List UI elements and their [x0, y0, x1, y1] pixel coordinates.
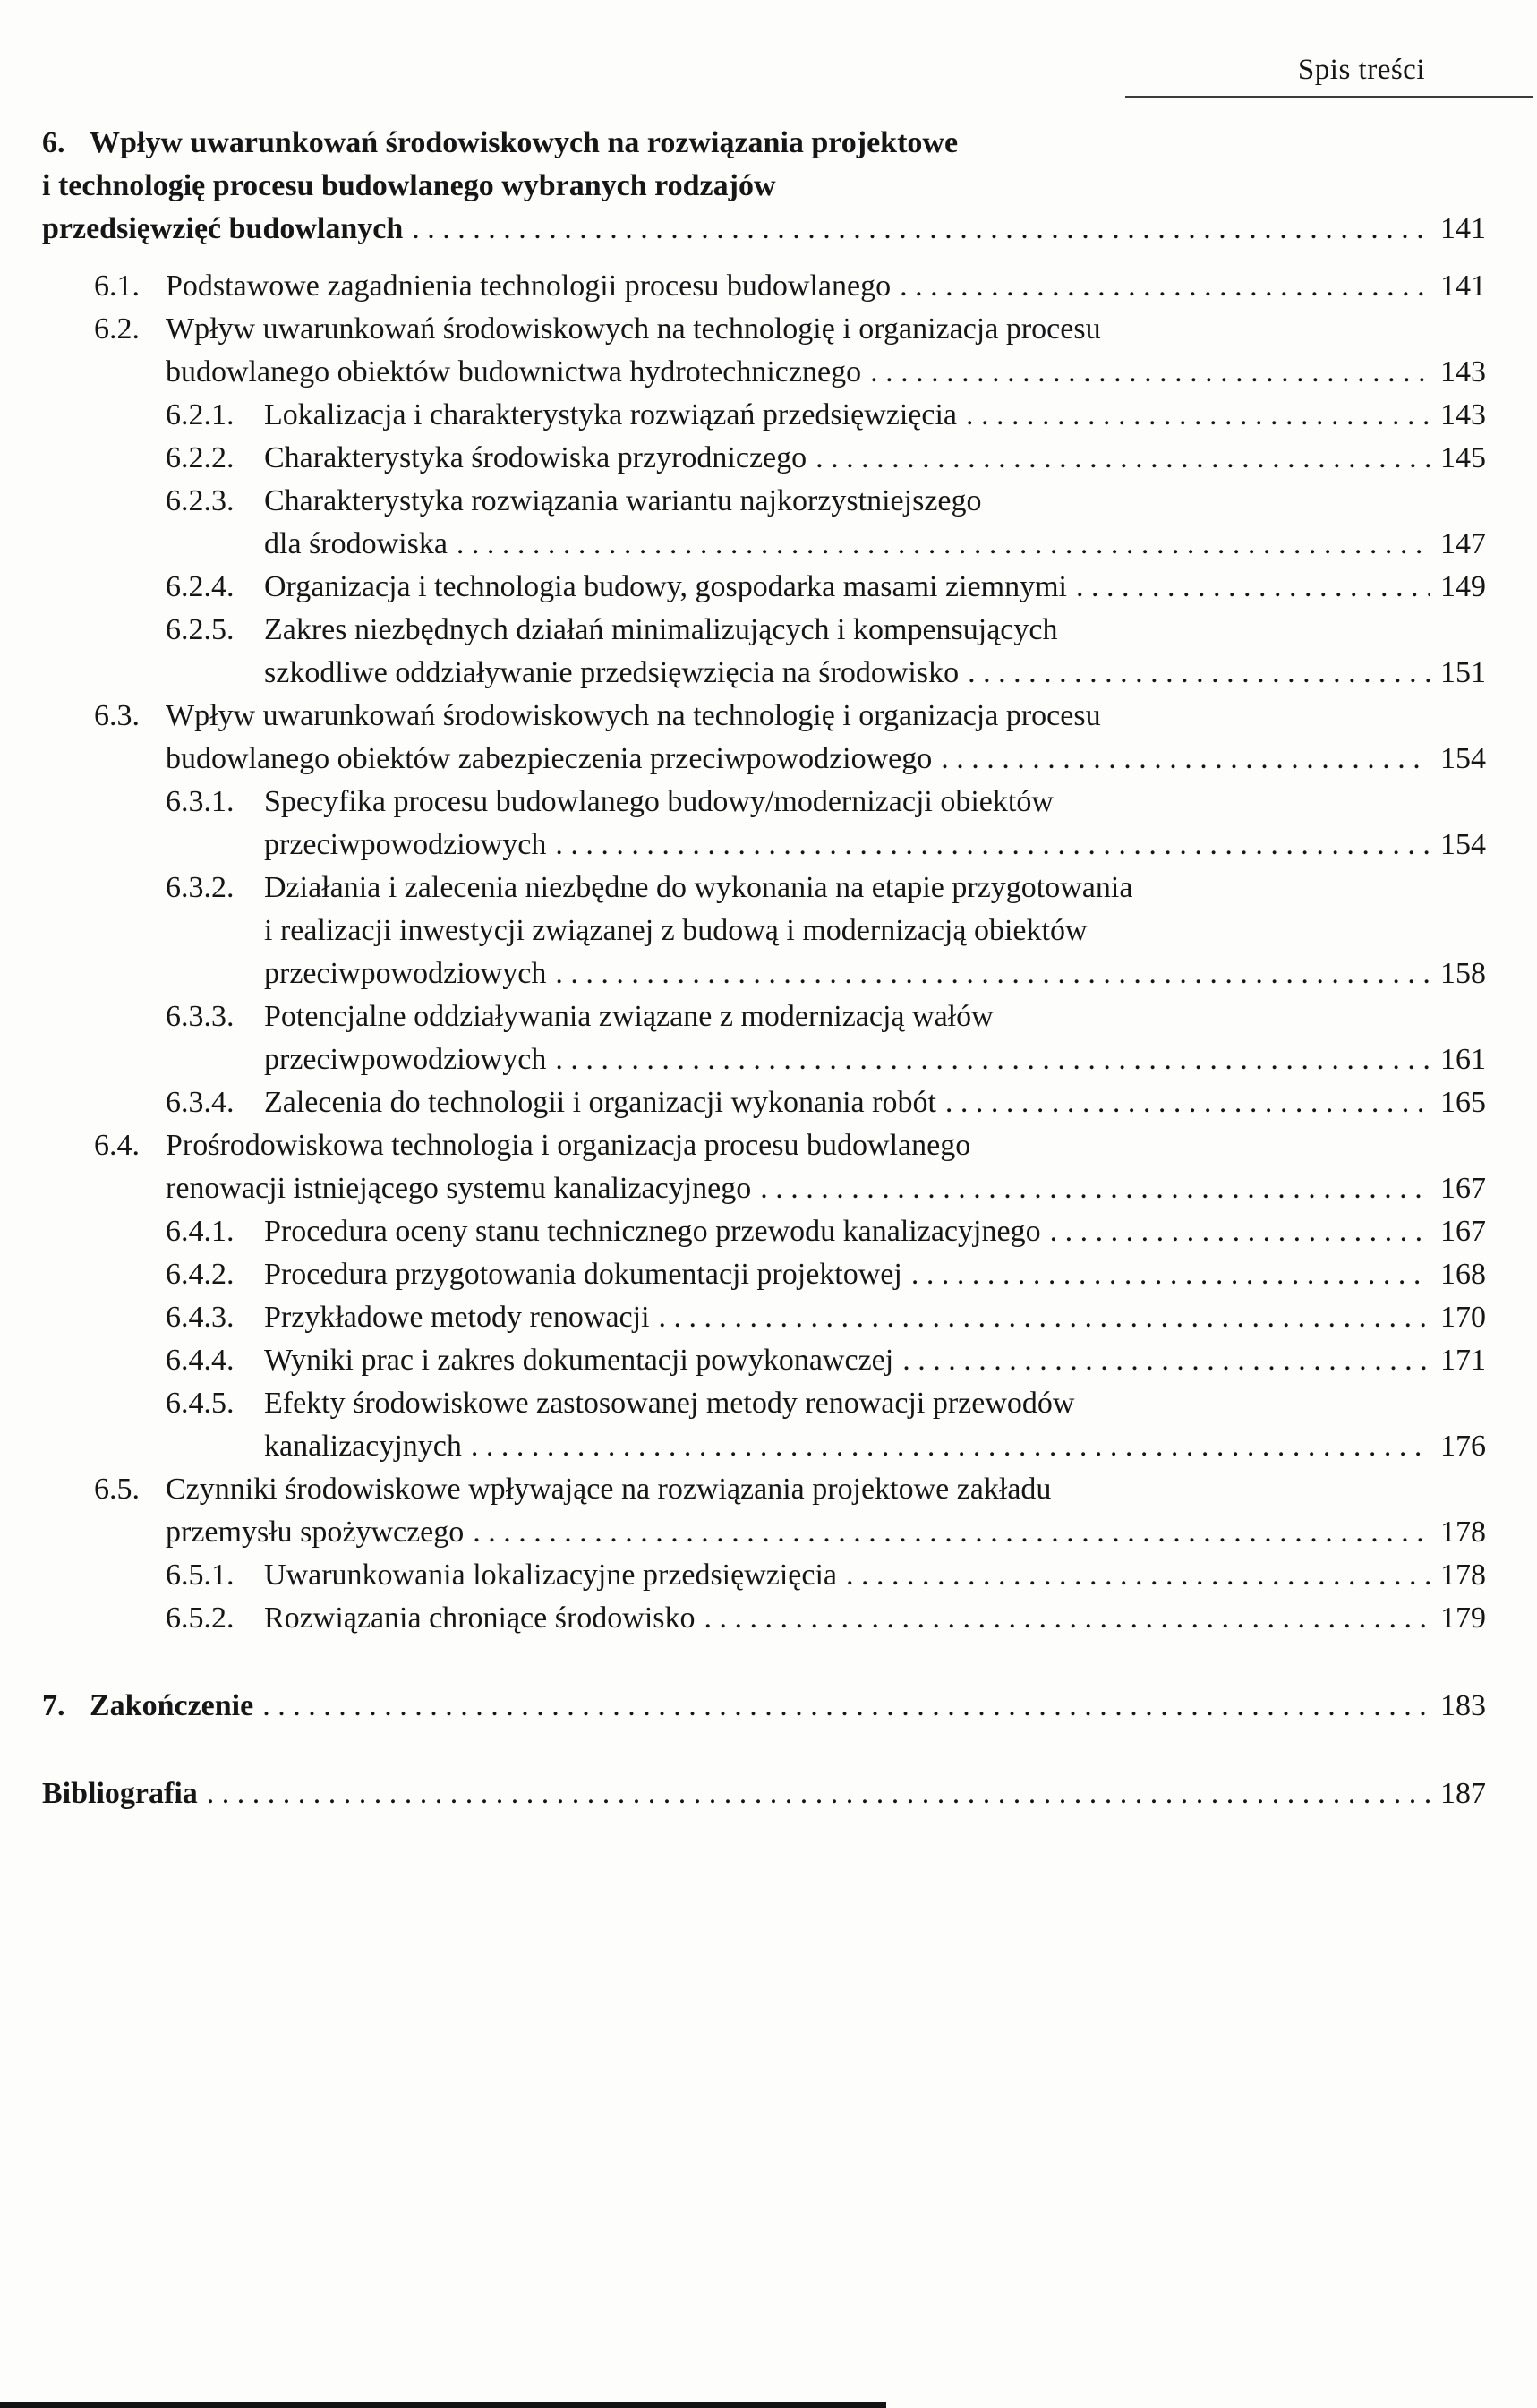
page-number: 167	[1440, 1172, 1486, 1205]
scan-edge-artifact	[0, 2402, 886, 2408]
toc-entry	[42, 867, 1486, 995]
toc-line	[166, 1296, 1486, 1339]
entry-title: renowacji istniejącego systemu kanalizacyjnego	[166, 1172, 752, 1205]
toc-entry	[42, 695, 1486, 781]
dot-leader	[207, 1772, 1430, 1815]
page-number: 158	[1440, 957, 1486, 990]
dot-leader	[945, 1081, 1430, 1124]
entry-title: Prośrodowiskowa technologia i organizacja procesu budowlanego	[166, 1129, 971, 1162]
toc-line	[166, 867, 1486, 909]
toc-line	[94, 1511, 1486, 1554]
toc-entry	[42, 1124, 1486, 1210]
page-number: 143	[1440, 398, 1486, 431]
entry-title: Podstawowe zagadnienia technologii procesu budowlanego	[166, 269, 892, 303]
page-number: 151	[1440, 656, 1486, 689]
entry-number: 6.3.3.	[166, 1000, 235, 1033]
page-number: 178	[1440, 1516, 1486, 1549]
toc-line	[166, 824, 1486, 867]
entry-title: przeciwpowodziowych	[264, 957, 547, 990]
page-number: 178	[1440, 1558, 1486, 1592]
toc-entry	[42, 1339, 1486, 1382]
entry-title: Efekty środowiskowe zastosowanej metody renowacji przewodów	[264, 1387, 1075, 1420]
entry-number: 6.3.	[94, 699, 140, 732]
page-number: 147	[1440, 527, 1486, 560]
toc-line	[94, 1468, 1486, 1511]
entry-title: dla środowiska	[264, 527, 448, 560]
toc-entry	[42, 781, 1486, 867]
toc-line	[42, 165, 1486, 208]
page-number: 170	[1440, 1301, 1486, 1334]
toc-line	[166, 1253, 1486, 1296]
dot-leader	[555, 952, 1430, 995]
toc-entry	[42, 1772, 1486, 1815]
entry-number: 6.2.5.	[166, 613, 235, 646]
dot-leader	[966, 394, 1430, 437]
page-number: 176	[1440, 1430, 1486, 1463]
dot-leader	[846, 1554, 1430, 1597]
entry-number: 6.3.4.	[166, 1086, 235, 1119]
entry-number: 6.4.1.	[166, 1215, 235, 1248]
dot-leader	[457, 523, 1430, 566]
toc-line	[94, 738, 1486, 781]
page-number: 171	[1440, 1344, 1486, 1377]
entry-number: 6.3.2.	[166, 871, 235, 904]
toc-entry	[42, 394, 1486, 437]
toc-line	[94, 308, 1486, 351]
entry-title: budowlanego obiektów budownictwa hydrotechnicznego	[166, 355, 862, 389]
entry-title: Uwarunkowania lokalizacyjne przedsięwzięcia	[264, 1558, 838, 1592]
toc-line	[166, 1210, 1486, 1253]
dot-leader	[760, 1167, 1430, 1210]
dot-leader	[262, 1685, 1430, 1728]
toc-line	[166, 394, 1486, 437]
toc-line	[94, 351, 1486, 394]
entry-title: Procedura oceny stanu technicznego przewodu kanalizacyjnego	[264, 1215, 1041, 1248]
entry-number: 6.2.	[94, 312, 140, 346]
toc-entry	[42, 265, 1486, 308]
entry-number: 6.2.2.	[166, 441, 235, 474]
entry-title: Wyniki prac i zakres dokumentacji powykonawczej	[264, 1344, 894, 1377]
toc-entry	[42, 1210, 1486, 1253]
dot-leader	[555, 1038, 1430, 1081]
page-number: 187	[1440, 1777, 1486, 1810]
toc-line	[166, 1038, 1486, 1081]
entry-number: 6.2.3.	[166, 484, 235, 517]
page-number: 141	[1440, 269, 1486, 303]
toc-entry	[42, 1296, 1486, 1339]
entry-title: Wpływ uwarunkowań środowiskowych na technologię i organizacja procesu	[166, 312, 1101, 346]
entry-number: 6.2.4.	[166, 570, 235, 603]
entry-title: przedsięwzięć budowlanych	[42, 212, 404, 245]
entry-title: Organizacja i technologia budowy, gospodarka masami ziemnymi	[264, 570, 1067, 603]
entry-title: Rozwiązania chroniące środowisko	[264, 1601, 696, 1635]
entry-title: Przykładowe metody renowacji	[264, 1301, 650, 1334]
entry-title: Wpływ uwarunkowań środowiskowych na rozwiązania projektowe	[90, 126, 959, 159]
entry-number: 6.1.	[94, 269, 140, 303]
entry-title: kanalizacyjnych	[264, 1430, 462, 1463]
entry-title: Zakres niezbędnych działań minimalizujących i kompensujących	[264, 613, 1058, 646]
entry-title: Bibliografia	[42, 1777, 198, 1810]
entry-title: Zalecenia do technologii i organizacji wykonania robót	[264, 1086, 936, 1119]
entry-number: 6.4.3.	[166, 1301, 235, 1334]
entry-title: Potencjalne oddziaływania związane z modernizacją wałów	[264, 1000, 994, 1033]
entry-number: 6.5.	[94, 1473, 140, 1506]
toc-entry	[42, 609, 1486, 695]
entry-number: 6.4.	[94, 1129, 140, 1162]
page-header-title: Spis treści	[1297, 54, 1425, 86]
toc-line	[42, 1772, 1486, 1815]
toc-line	[166, 1339, 1486, 1382]
toc-entry	[42, 1382, 1486, 1468]
page-number: 179	[1440, 1601, 1486, 1635]
entry-number: 7.	[42, 1689, 65, 1722]
toc-line	[166, 1382, 1486, 1425]
toc-entry	[42, 995, 1486, 1081]
dot-leader	[471, 1425, 1430, 1468]
toc-list	[42, 122, 1486, 1815]
dot-leader	[911, 1253, 1430, 1296]
toc-entry	[42, 1468, 1486, 1554]
entry-title: Lokalizacja i charakterystyka rozwiązań przedsięwzięcia	[264, 398, 957, 431]
entry-number: 6.5.1.	[166, 1558, 235, 1592]
toc-line	[42, 122, 1486, 165]
toc-line	[94, 1124, 1486, 1167]
dot-leader	[870, 351, 1430, 394]
toc-line	[166, 1554, 1486, 1597]
toc-entry	[42, 437, 1486, 480]
dot-leader	[473, 1511, 1430, 1554]
toc-line	[166, 781, 1486, 824]
entry-title: przemysłu spożywczego	[166, 1516, 465, 1549]
entry-title: i technologię procesu budowlanego wybranych rodzajów	[42, 169, 776, 202]
toc-line	[166, 652, 1486, 695]
toc-line	[166, 1081, 1486, 1124]
toc-line	[166, 952, 1486, 995]
toc-line	[94, 265, 1486, 308]
entry-number: 6.	[42, 126, 65, 159]
page-number: 141	[1440, 212, 1486, 245]
toc-line	[166, 1425, 1486, 1468]
dot-leader	[900, 265, 1430, 308]
entry-title: Charakterystyka środowiska przyrodniczego	[264, 441, 807, 474]
toc-line	[166, 609, 1486, 652]
entry-number: 6.4.5.	[166, 1387, 235, 1420]
page-number: 168	[1440, 1258, 1486, 1291]
dot-leader	[941, 738, 1430, 781]
toc-line	[166, 1597, 1486, 1640]
entry-number: 6.5.2.	[166, 1601, 235, 1635]
dot-leader	[968, 652, 1430, 695]
page-number: 154	[1440, 828, 1486, 861]
dot-leader	[1076, 566, 1430, 609]
page-number: 154	[1440, 742, 1486, 775]
page-number: 145	[1440, 441, 1486, 474]
page-number: 167	[1440, 1215, 1486, 1248]
header-rule	[1125, 96, 1533, 98]
page-number: 183	[1440, 1689, 1486, 1722]
page-number: 165	[1440, 1086, 1486, 1119]
page-number: 149	[1440, 570, 1486, 603]
toc-entry	[42, 1685, 1486, 1728]
toc-line	[166, 480, 1486, 523]
entry-title: Wpływ uwarunkowań środowiskowych na technologię i organizacja procesu	[166, 699, 1101, 732]
dot-leader	[555, 824, 1430, 867]
toc-entry	[42, 566, 1486, 609]
toc-line	[166, 909, 1486, 952]
toc-entry	[42, 1554, 1486, 1597]
entry-title: Czynniki środowiskowe wpływające na rozwiązania projektowe zakładu	[166, 1473, 1052, 1506]
dot-leader	[1050, 1210, 1430, 1253]
entry-number: 6.4.4.	[166, 1344, 235, 1377]
toc-entry	[42, 308, 1486, 394]
page-number: 161	[1440, 1043, 1486, 1076]
entry-title: przeciwpowodziowych	[264, 1043, 547, 1076]
toc-entry	[42, 1597, 1486, 1640]
entry-title: budowlanego obiektów zabezpieczenia przeciwpowodziowego	[166, 742, 933, 775]
toc-entry	[42, 480, 1486, 566]
entry-title: Charakterystyka rozwiązania wariantu najkorzystniejszego	[264, 484, 982, 517]
entry-title: Procedura przygotowania dokumentacji projektowej	[264, 1258, 902, 1291]
toc-line	[42, 1685, 1486, 1728]
toc-line	[166, 995, 1486, 1038]
entry-title: Działania i zalecenia niezbędne do wykonania na etapie przygotowania	[264, 871, 1133, 904]
entry-title: szkodliwe oddziaływanie przedsięwzięcia na środowisko	[264, 656, 960, 689]
toc-entry	[42, 122, 1486, 251]
entry-title: przeciwpowodziowych	[264, 828, 547, 861]
toc-line	[94, 1167, 1486, 1210]
entry-number: 6.3.1.	[166, 785, 235, 818]
entry-title: i realizacji inwestycji związanej z budową i modernizacją obiektów	[264, 914, 1088, 947]
toc-line	[166, 523, 1486, 566]
dot-leader	[659, 1296, 1430, 1339]
toc-line	[166, 566, 1486, 609]
dot-leader	[815, 437, 1430, 480]
dot-leader	[704, 1597, 1431, 1640]
page-number: 143	[1440, 355, 1486, 389]
toc-entry	[42, 1081, 1486, 1124]
dot-leader	[902, 1339, 1430, 1382]
toc-line	[166, 437, 1486, 480]
dot-leader	[412, 208, 1430, 251]
toc-entry	[42, 1253, 1486, 1296]
entry-number: 6.4.2.	[166, 1258, 235, 1291]
toc-line	[94, 695, 1486, 738]
entry-number: 6.2.1.	[166, 398, 235, 431]
toc-line	[42, 208, 1486, 251]
entry-title: Specyfika procesu budowlanego budowy/modernizacji obiektów	[264, 785, 1054, 818]
entry-title: Zakończenie	[90, 1689, 254, 1722]
